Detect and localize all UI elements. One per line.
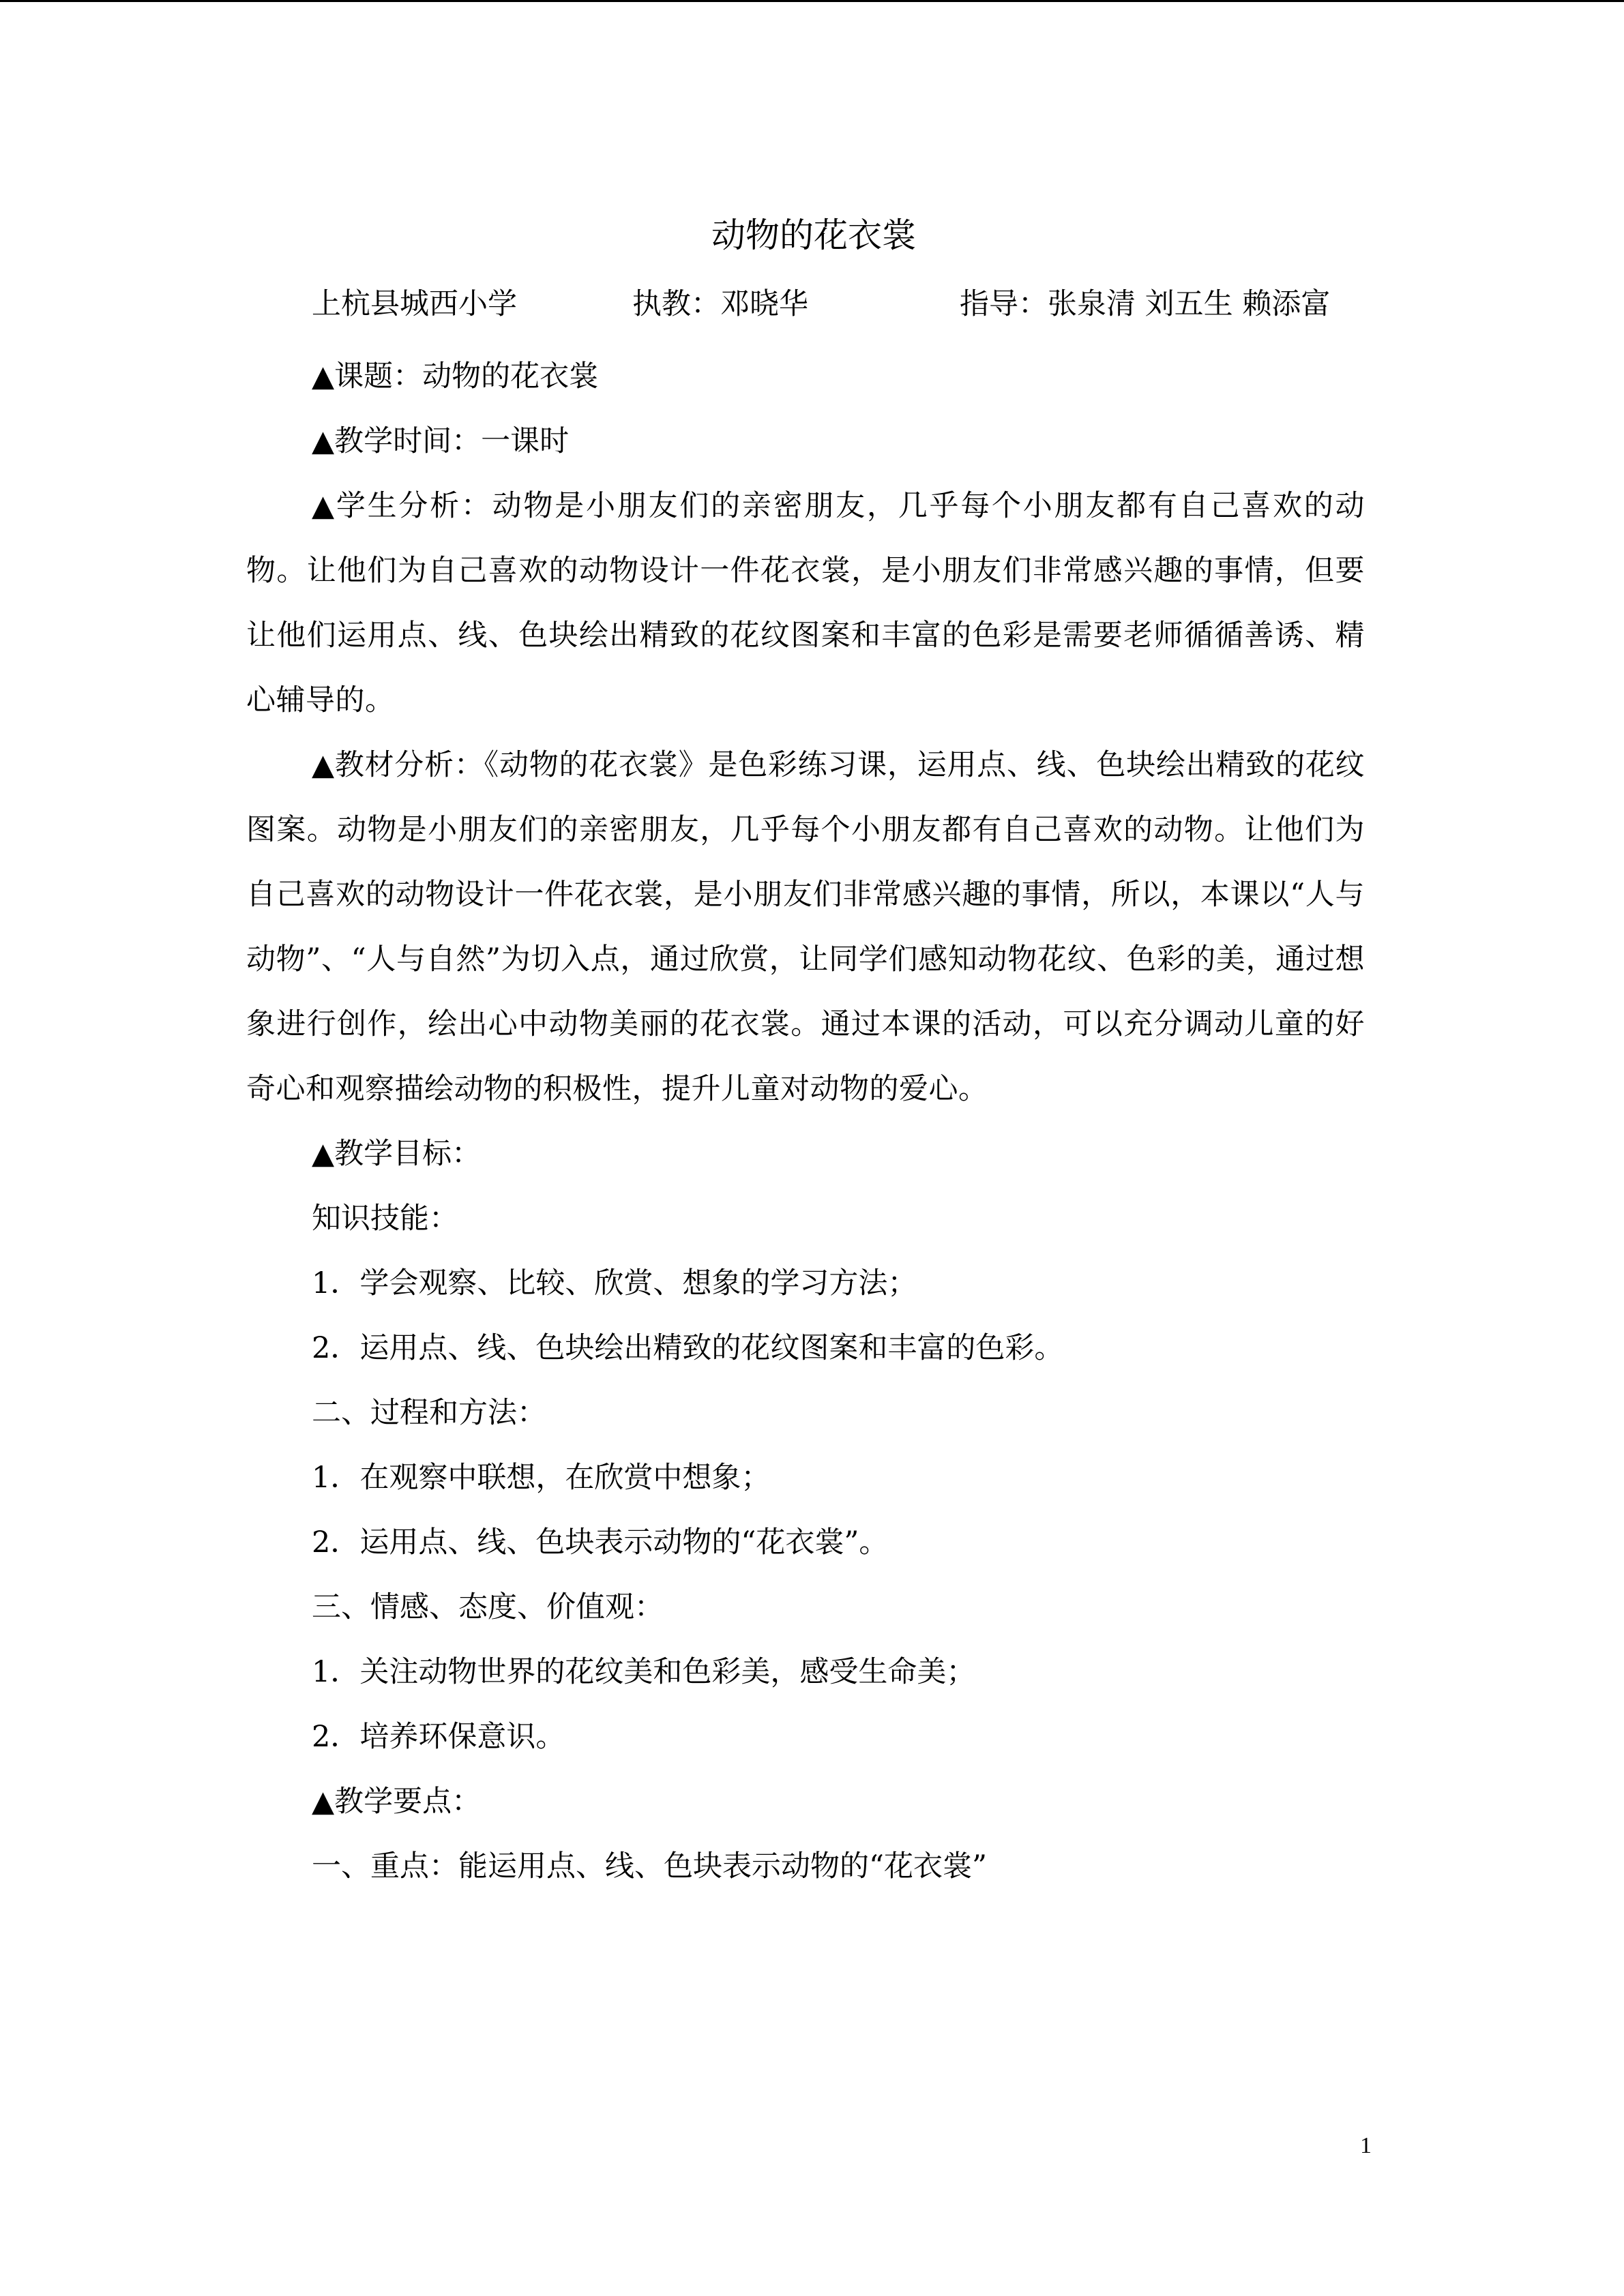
paragraph-material-analysis: ▲教材分析：《动物的花衣裳》是色彩练习课，运用点、线、色块绘出精致的花纹图案。动物是小朋友们的亲密朋友，几乎每个小朋友都有自己喜欢的动物。让他们为自己喜欢的动物设计一件花衣裳，是小朋友们非常感兴趣的事情，所以，本课以“人与动物”、“人与自然”为切入点，通过欣赏，让同学们感知动物花纹、色彩的美，通过想象进行创作，绘出心中动物美丽的花衣裳。通过本课的活动，可以充分调动儿童的好奇心和观察描绘动物的积极性，提升儿童对动物的爱心。 [246, 748, 1365, 1106]
heading-teaching-goals: ▲教学目标： [312, 1137, 482, 1171]
byline [246, 280, 1365, 329]
top-border-line [0, 0, 1624, 2]
paragraph-topic: ▲课题：动物的花衣裳 [312, 359, 599, 393]
page-number: 1 [1360, 2133, 1372, 2158]
document-title: 动物的花衣裳 [711, 215, 916, 255]
list-item: 1．关注动物世界的花纹美和色彩美，感受生命美； [312, 1655, 976, 1689]
list-item: 1．学会观察、比较、欣赏、想象的学习方法； [312, 1266, 917, 1300]
byline-school: 上杭县城西小学 [312, 287, 517, 321]
paragraph-teaching-time: ▲教学时间：一课时 [312, 424, 570, 458]
paragraph-key-point: 一、重点：能运用点、线、色块表示动物的“花衣裳” [312, 1849, 987, 1883]
subheading-process-method: 二、过程和方法： [312, 1396, 546, 1430]
list-item: 1．在观察中联想，在欣赏中想象； [312, 1461, 771, 1495]
heading-teaching-points: ▲教学要点： [312, 1785, 482, 1819]
subheading-emotion-values: 三、情感、态度、价值观： [312, 1590, 664, 1624]
list-item: 2．运用点、线、色块表示动物的“花衣裳”。 [312, 1525, 889, 1560]
list-item: 2．培养环保意识。 [312, 1720, 565, 1754]
list-item: 2．运用点、线、色块绘出精致的花纹图案和丰富的色彩。 [312, 1331, 1064, 1365]
document-page [246, 211, 1365, 1899]
subheading-knowledge-skills: 知识技能： [312, 1202, 458, 1236]
paragraph-student-analysis: ▲学生分析：动物是小朋友们的亲密朋友，几乎每个小朋友都有自己喜欢的动物。让他们为自己喜欢的动物设计一件花衣裳，是小朋友们非常感兴趣的事情，但要让他们运用点、线、色块绘出精致的花纹图案和丰富的色彩是需要老师循循善诱、精心辅导的。 [246, 489, 1365, 717]
byline-guide: 指导：张泉清 刘五生 赖添富 [960, 287, 1331, 321]
byline-teacher: 执教：邓晓华 [632, 287, 808, 321]
